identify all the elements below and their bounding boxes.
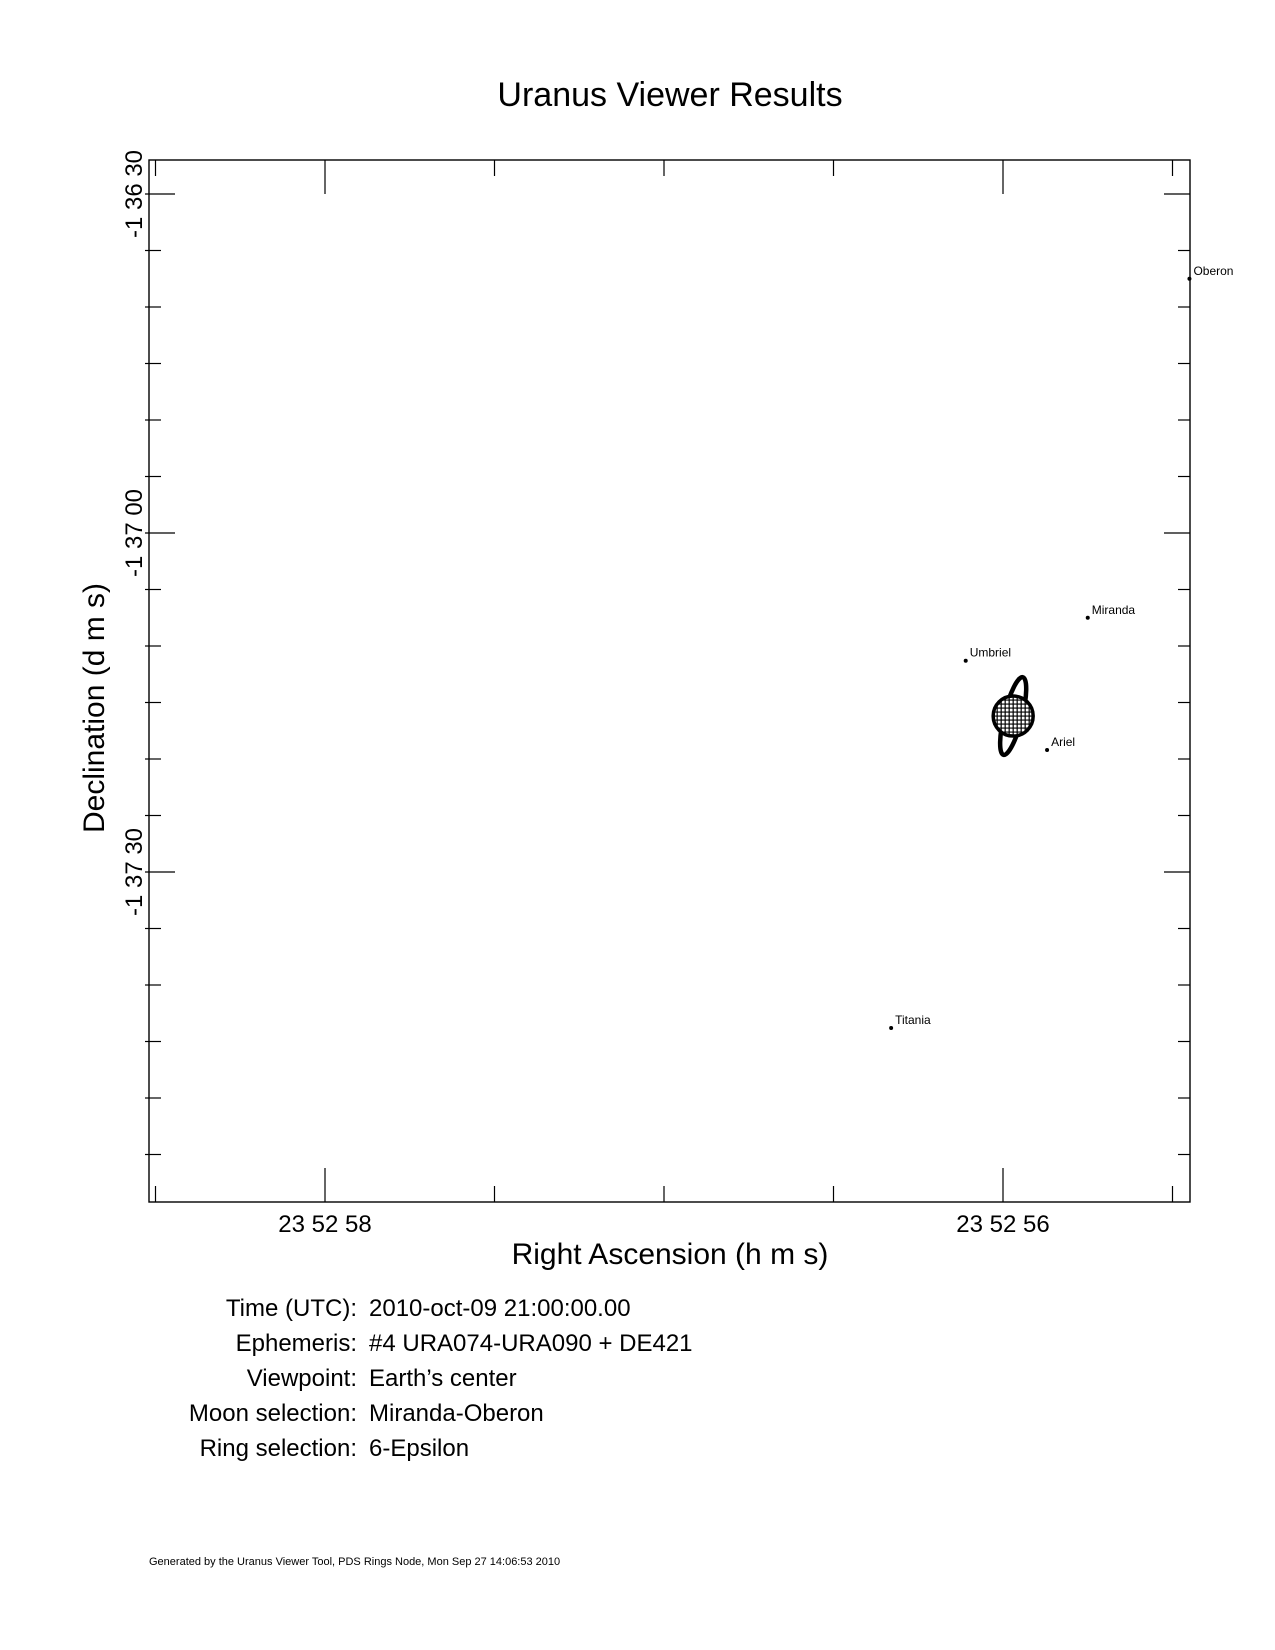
moon-markers: [889, 264, 1233, 1030]
info-value: Earth’s center: [369, 1365, 517, 1392]
y-tick-label: -1 36 30: [121, 149, 148, 239]
info-label: Ephemeris:: [235, 1330, 357, 1357]
axis-ticks: [145, 160, 1190, 1202]
info-value: Miranda-Oberon: [369, 1400, 544, 1427]
y-axis-label: Declination (d m s): [78, 582, 111, 834]
info-label: Time (UTC):: [225, 1295, 357, 1322]
x-tick-label: 23 52 56: [956, 1211, 1050, 1238]
info-value: 2010-oct-09 21:00:00.00: [369, 1295, 631, 1322]
info-value: #4 URA074-URA090 + DE421: [369, 1330, 693, 1357]
x-tick-label: 23 52 58: [278, 1211, 372, 1238]
moon-dot: [889, 1026, 893, 1030]
moon-label: Oberon: [1193, 263, 1234, 278]
info-label: Viewpoint:: [246, 1365, 357, 1392]
x-axis-label: Right Ascension (h m s): [511, 1238, 829, 1271]
uranus-planet-icon: [993, 675, 1033, 757]
moon-dot: [964, 659, 968, 663]
x-tick-labels: [278, 1211, 1275, 1238]
moon-label: Titania: [895, 1012, 931, 1027]
moon-label: Ariel: [1051, 734, 1076, 749]
chart-title: Uranus Viewer Results: [497, 76, 843, 114]
y-tick-labels: [121, 150, 148, 916]
moon-dot: [1187, 277, 1191, 281]
footer-credit: Generated by the Uranus Viewer Tool, PDS Rings Node, Mon Sep 27 14:06:53 2010: [149, 1556, 561, 1568]
moon-label: Miranda: [1091, 602, 1136, 617]
y-tick-label: -1 37 30: [121, 827, 148, 917]
info-label: Moon selection:: [188, 1400, 357, 1427]
info-value: 6-Epsilon: [369, 1435, 470, 1462]
moon-label: Umbriel: [969, 645, 1012, 660]
y-tick-label: -1 37 00: [121, 488, 148, 578]
plot-frame: [149, 160, 1190, 1202]
info-label: Ring selection:: [199, 1435, 357, 1462]
moon-dot: [1086, 616, 1090, 620]
moon-dot: [1045, 748, 1049, 752]
